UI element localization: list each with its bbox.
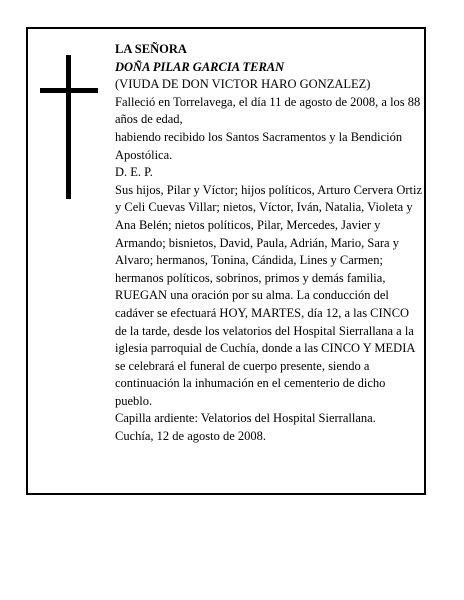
notice-text — [115, 41, 423, 446]
cross-horizontal-bar — [40, 88, 98, 93]
death-details: Falleció en Torrelavega, el día 11 de agosto de 2008, a los 88 años de edad, — [115, 94, 421, 127]
notice-title: LA SEÑORA — [115, 42, 187, 56]
cross-icon — [40, 55, 98, 199]
sacraments-details: habiendo recibido los Santos Sacramentos y la Bendición Apostólica. — [115, 129, 403, 162]
place-date: Cuchía, 12 de agosto de 2008. — [115, 429, 267, 444]
family-list: Sus hijos, Pilar y Víctor; hijos políticos, Arturo Cervera Ortiz y Celi Cuevas Villar; nietos, Víctor, Iván, Natalia, Violeta y Ana Belén; nietos políticos, Pilar, Mercedes, Javier y Armando; bisnietos, David, Paula, Adrián, Mario, Sara y Alvaro; hermanos, Tonina, Cándida, Lines y Carmen; hermanos políticos, sobrinos, primos y demás familia, — [115, 182, 423, 285]
service-request: RUEGAN una oración por su alma. La conducción del cadáver se efectuará HOY, MARTES, día 12, a las CINCO de la tarde, desde los velatorios del Hospital Sierrallana a la iglesia parroquial de Cuchía, donde a las CINCO Y MEDIA se celebrará el funeral de cuerpo presente, siendo a continuación la inhumación en el cementerio de dicho pueblo. — [115, 288, 415, 408]
chapel-info: Capilla ardiente: Velatorios del Hospital Sierrallana. — [115, 411, 376, 426]
notice-subtitle: (VIUDA DE DON VICTOR HARO GONZALEZ) — [115, 77, 371, 92]
cross-vertical-bar — [66, 55, 71, 199]
deceased-name: DOÑA PILAR GARCIA TERAN — [115, 59, 285, 74]
dep-line: D. E. P. — [115, 165, 153, 180]
obituary-notice — [26, 27, 426, 495]
